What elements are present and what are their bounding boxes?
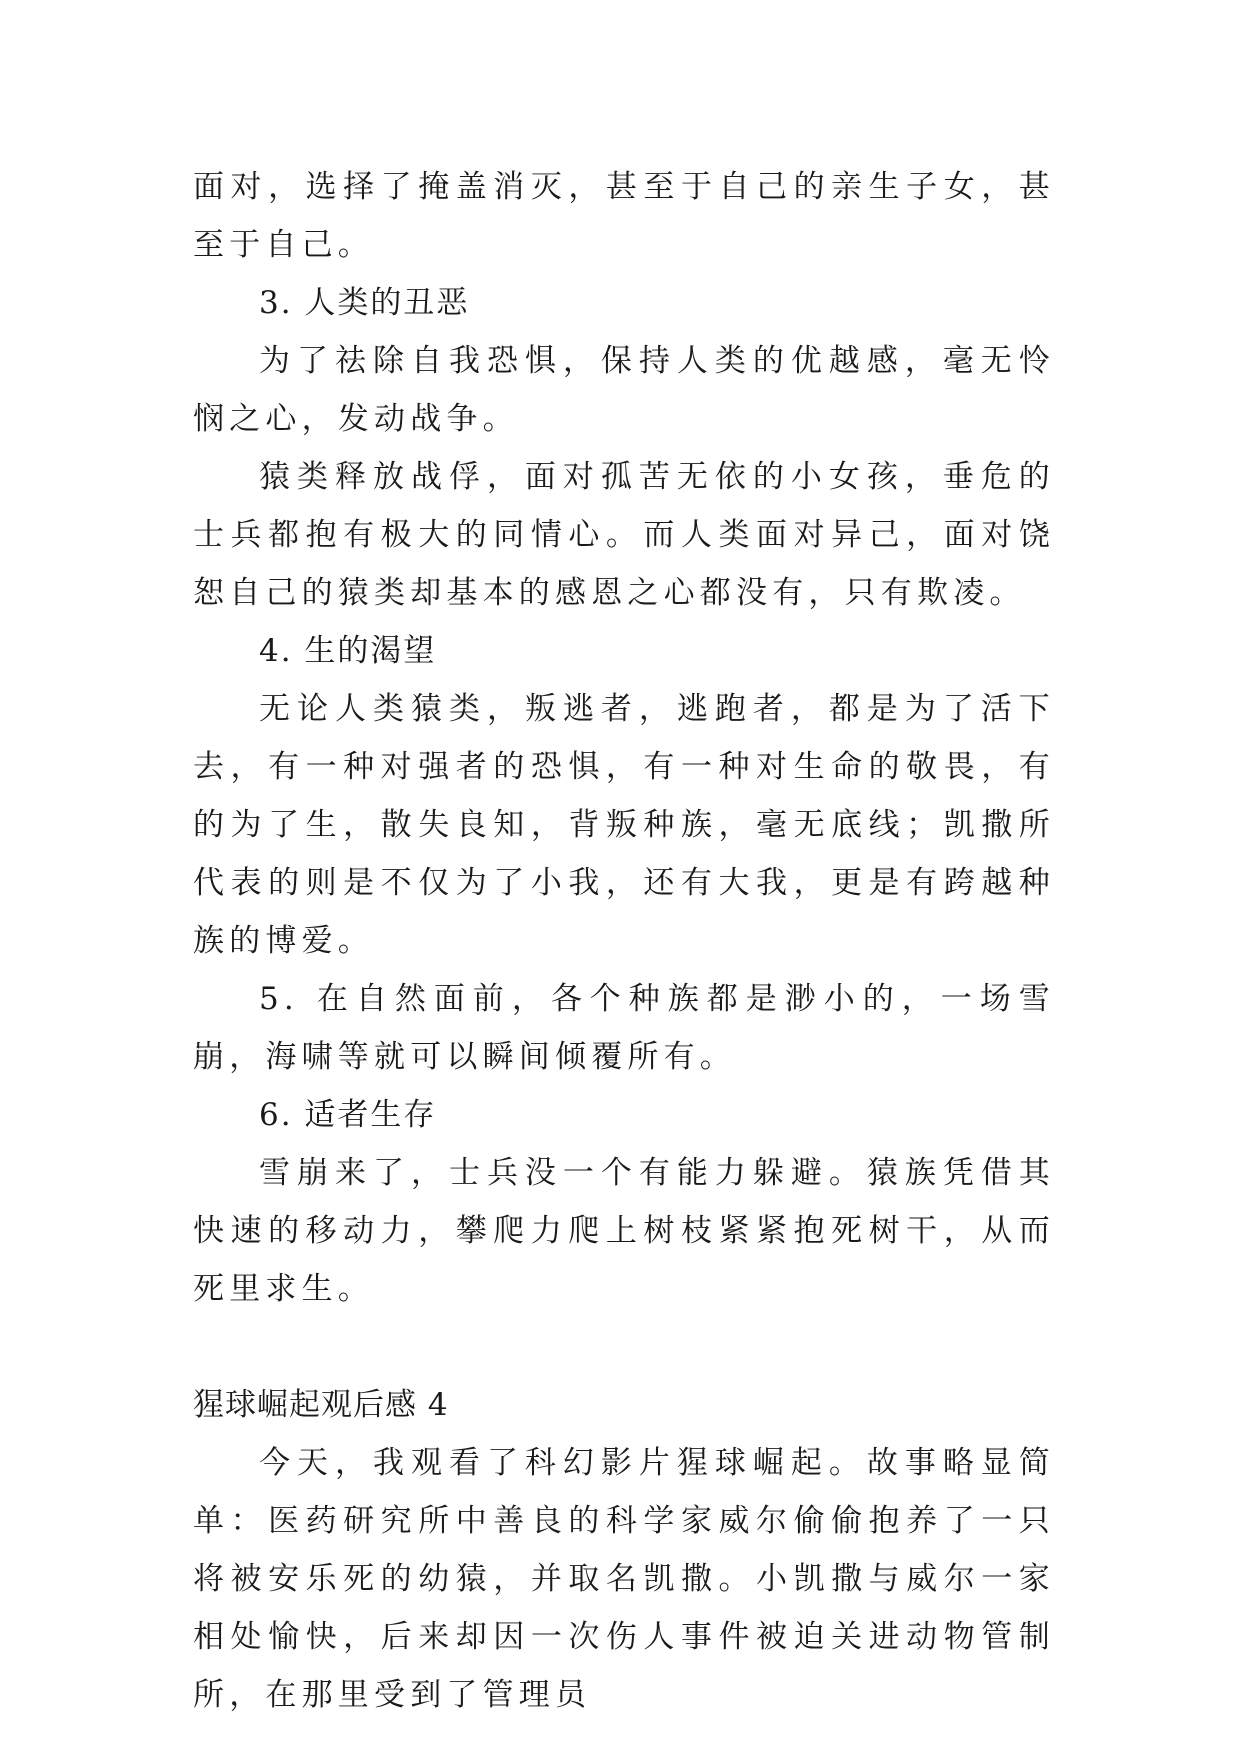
section-title: 猩球崛起观后感 4	[193, 1387, 449, 1423]
paragraph: 为了祛除自我恐惧，保持人类的优越感，毫无怜悯之心，发动战争。	[193, 343, 1055, 437]
paragraph: 今天，我观看了科幻影片猩球崛起。故事略显简单：医药研究所中善良的科学家威尔偷偷抱养了一只将被安乐死的幼猿，并取名凯撒。小凯撒与威尔一家相处愉快，后来却因一次伤人事件被迫关进动物管制所，在那里受到了管理员	[193, 1445, 1055, 1713]
paragraph-item-5: 5. 在自然面前，各个种族都是渺小的，一场雪崩，海啸等就可以瞬间倾覆所有。	[193, 981, 1055, 1075]
paragraph-continuation: 面对，选择了掩盖消灭，甚至于自己的亲生子女，甚至于自己。	[193, 169, 1055, 263]
document-page	[193, 158, 1055, 1724]
list-heading-3: 3. 人类的丑恶	[259, 285, 470, 321]
paragraph: 雪崩来了，士兵没一个有能力躲避。猿族凭借其快速的移动力，攀爬力爬上树枝紧紧抱死树干，从而死里求生。	[193, 1155, 1055, 1307]
paragraph: 猿类释放战俘，面对孤苦无依的小女孩，垂危的士兵都抱有极大的同情心。而人类面对异己，面对饶恕自己的猿类却基本的感恩之心都没有，只有欺凌。	[193, 459, 1055, 611]
list-heading-4: 4. 生的渴望	[259, 633, 437, 669]
list-heading-6: 6. 适者生存	[259, 1097, 437, 1133]
paragraph: 无论人类猿类，叛逃者，逃跑者，都是为了活下去，有一种对强者的恐惧，有一种对生命的敬畏，有的为了生，散失良知，背叛种族，毫无底线；凯撒所代表的则是不仅为了小我，还有大我，更是有跨越种族的博爱。	[193, 691, 1055, 959]
